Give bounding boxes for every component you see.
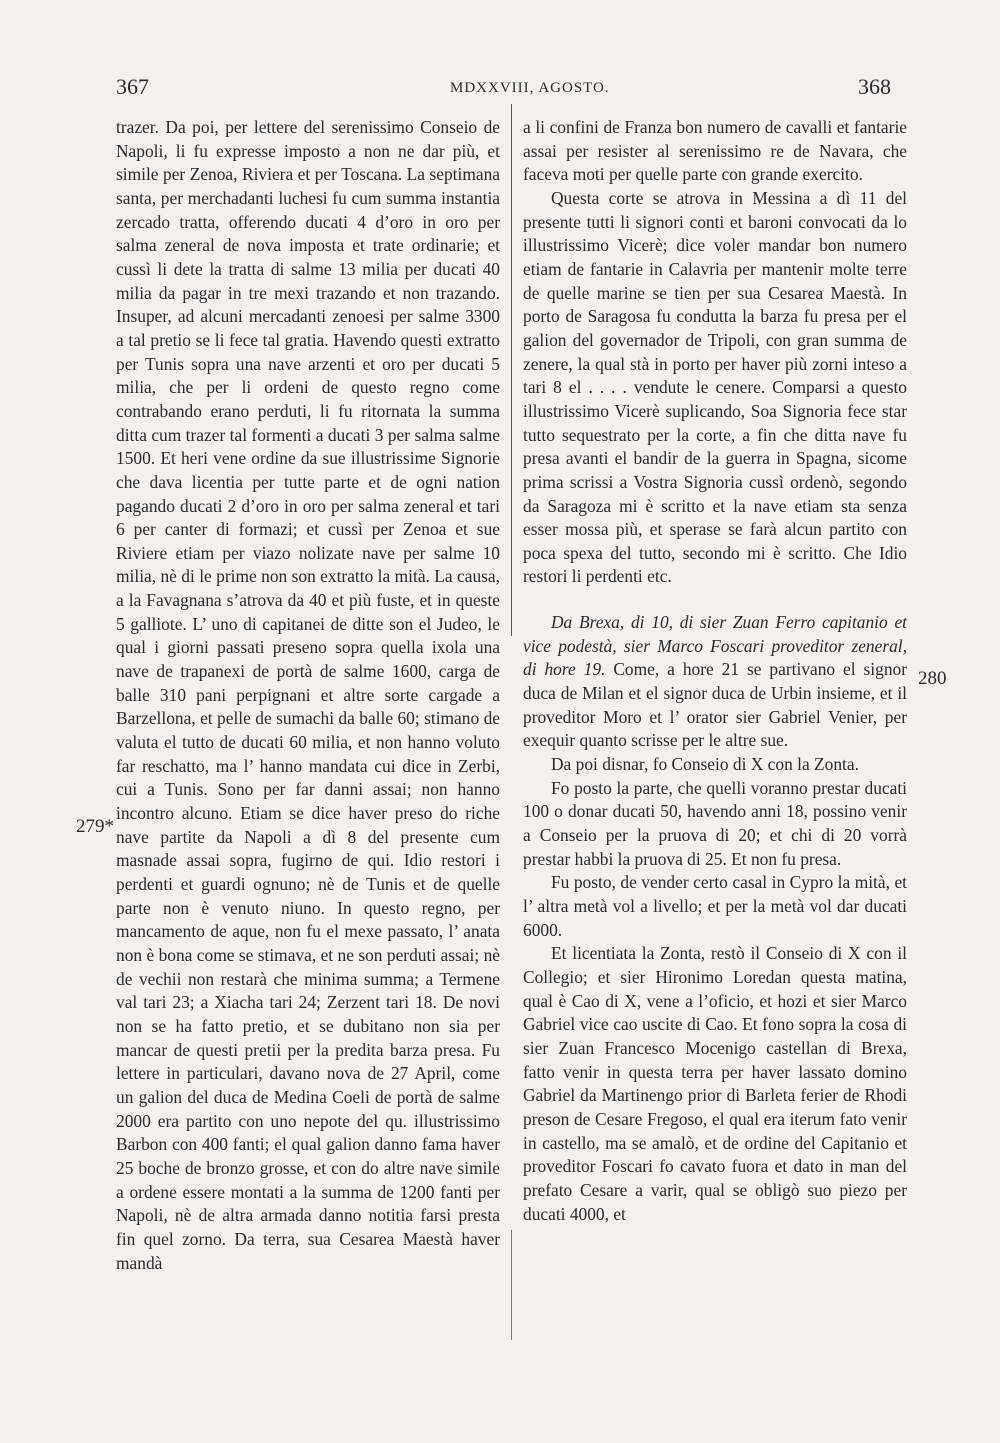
left-paragraph-1: trazer. Da poi, per lettere del serenissimo Conseio de Napoli, li fu expresse imposto a non ne dar più, et simile per Zenoa, Riviera et per Toscana. La septimana santa, per merchadanti luchesi fu cum summa instantia zercado tratta, offerendo ducati 4 d’oro in oro per salma zeneral de nova imposta et trate ordinarie; et cussì li dete la tratta di salme 13 milia per ducati 40 milia da pagar in tre mexi trazando et non trazando. Insuper, ad alcuni mercadanti zenoesi per salme 3300 a tal pretio se li fece tal gratia. Havendo questi extratto per Tunis sopra una nave arzenti et oro per ducati 5 milia, che per li ordeni de questo regno come contrabando erano perduti, li fu ritornata la summa ditta cum trazer tal formenti a ducati 3 per salma salme 1500. Et heri vene ordine da sue illustrissime Signorie che dava licentia per tutte parte et de ogni nation pagando ducati 2 d’oro in oro per salma zeneral et tari 6 per canter di formazi; et cussì per Zenoa et sue Riviere etiam per viazo nolizate nave per salme 10 milia, nè di le prime non son extratto la mità. La causa, a la Favagnana s’atrova da 40 et più fuste, et in queste 5 galliote. L’ uno di capitanei de ditte son el Judeo, le qual i giorni passati preseno sopra quella ixola una nave de trapanexi de portà de salme 1600, carga de balle 310 pani perpignani et altre sorte cargade a Barzellona, et pelle de sumachi da balle 60; stimano de valuta el tutto de ducati 60 milia, et non hanno voluto far reschatto, ma l’ hanno mandata cui dice in Zerbi, cui a Tunis. Sono per far danni assai; non hanno incontro alcuno. Etiam se dice haver preso do riche nave partite da Napoli a dì 8 del presente cum masnade assai sopra, fugirno de qui. Idio restori i perdenti et guardi ognuno; nè de Tunis et de quelle parte non è venuto niuno. In questo regno, per mancamento de aque, non fu el mexe passato, l’ anata non è bona come se stimava, et ne son perduti assai; nè de vechii non restarà che minima summa; a Termene val tari 23; a Xiacha tari 24; Zerzent tari 18. De novi non se ha fatto pretio, et se dubitano non sia per mancar de questi pretii per la predita barza presa. Fu lettere in particulari, davano nova de 27 April, come un galion del duca de Medina Coeli de portà de salme 2000 era partito con uno nepote del qu. illustrissimo Barbon con 400 fanti; el qual galion danno fama haver 25 boche de bronzo grosse, et con do altre nave simile a ordene essere montati a la summa de 1200 fanti per Napoli, nè de altra armada danno notitia farsi presta fin quel zorno. Da terra, sua Cesarea Maestà haver mandà [116, 117, 500, 1273]
column-divider-lower [511, 1230, 512, 1340]
paragraph-gap [523, 589, 907, 611]
running-title: MDXXVIII, AGOSTO. [450, 80, 610, 96]
letter-heading: Da Brexa, di 10, di sier Zuan Ferro capitanio et vice podestà, sier Marco Foscari proveditor zeneral, di hore 19. [523, 612, 907, 680]
right-paragraph-7: Et licentiata la Zonta, restò il Conseio di X con il Collegio; et sier Hironimo Loredan questa matina, qual è Cao di X, vene a l’oficio, et hozi et sier Marco Gabriel vice cao uscite di Cao. Et fono sopra la cosa di sier Zuan Francesco Mocenigo castellan di Brexa, fatto venir in questa terra per haver lassato domino Gabriel da Martinengo prior di Barleta ferier de Rhodi preson de Cesare Fregoso, el qual era iterum fato venir in castello, ma se amalò, et de ordine del Capitanio et proveditor Foscari fo cavato fuora et dato in man del prefato Cesare a varir, qual se obligò suo piezo per ducati 4000, et [523, 943, 907, 1224]
right-paragraph-4: Da poi disnar, fo Conseio di X con la Zonta. [551, 754, 859, 775]
right-paragraph-1: a li confini de Franza bon numero de cavalli et fantarie assai per resister al serenissimo re de Navara, che faceva moti per quelle parte con grande exercito. [523, 117, 907, 185]
margin-number-left: 279* [76, 816, 114, 837]
right-paragraph-5: Fo posto la parte, che quelli voranno prestar ducati 100 o donar ducati 50, havendo anni 18, possino venir a Conseio per la pruova di 20; et chi di 20 vorrà prestar habbi la pruova di 25. Et non fu presa. [523, 777, 907, 869]
right-paragraph-6: Fu posto, de vender certo casal in Cypro la mità, et l’ altra metà vol a livello; et per la metà vol dar ducati 6000. [523, 872, 907, 940]
page-number-right: 368 [858, 74, 891, 99]
letter-body: Come, a hore 21 se partivano el signor duca de Milan et el signor duca de Urbin insieme, et il proveditor Moro et l’ orator sier Gabriel Venier, per exequir quanto scrisse per le altre sue. [523, 659, 907, 751]
right-column [523, 116, 907, 1226]
column-divider [511, 104, 512, 636]
right-paragraph-3 [523, 611, 907, 753]
margin-number-right: 280 [918, 668, 947, 689]
page-number-left: 367 [116, 74, 149, 99]
left-column [116, 116, 500, 1275]
right-paragraph-2: Questa corte se atrova in Messina a dì 11 del presente tutti li signori conti et baroni convocati da lo illustrissimo Vicerè; dice voler mandar bon numero etiam de fantarie in Calavria per mantenir molte terre de quelle marine se tien per sua Cesarea Maestà. In porto de Saragosa fu condutta la barza fu presa per el galion del governador de Tripoli, con gran summa de zenere, la qual stà in porto per haver più zorni inteso a tari 8 el . . . . vendute le cenere. Comparsi a questo illustrissimo Vicerè suplicando, Soa Signoria fece star tutto sequestrato per la corte, a fin che ditta nave fu presa avanti el bandir de la guerra in Spagna, sicome prima scrissi a Vostra Signoria cussì ordenò, segondo da Saragoza mi è scritto et la nave etiam sta senza esser mossa più, et sperase se farà alcun partito con poca spexa del tutto, secondo mi è scritto. Che Idio restori li perdenti etc. [523, 187, 907, 587]
